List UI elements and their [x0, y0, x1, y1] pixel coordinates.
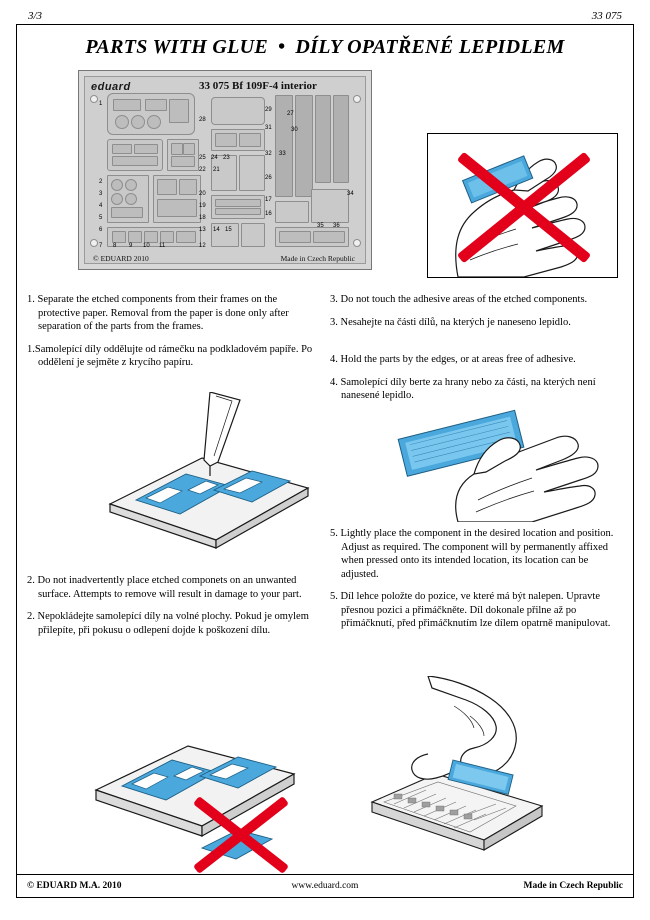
fret-part — [239, 155, 265, 191]
illustration-hold-by-edges — [366, 396, 616, 522]
fret-part — [112, 144, 132, 154]
fret-part — [125, 193, 137, 205]
title-czech: DÍLY OPATŘENÉ LEPIDLEM — [295, 36, 565, 58]
instruction-3-cz: 3. Nesahejte na části dílů, na kterých je naneseno lepidlo. — [330, 316, 571, 328]
fret-part — [215, 133, 237, 147]
fret-hole — [90, 239, 98, 247]
wrong-surface-drawing — [84, 712, 324, 862]
fret-part — [241, 223, 265, 247]
footer-divider — [17, 874, 633, 875]
fret-part — [112, 156, 158, 166]
instruction-1-en: 1. Separate the etched components from their frames on the protective paper. Removal from the paper is done only after separation of the parts from the frames. — [27, 294, 289, 332]
illustration-no-touch-adhesive — [427, 133, 618, 278]
fret-part — [176, 231, 196, 243]
fret-hole — [353, 239, 361, 247]
fret-hole — [90, 95, 98, 103]
fret-part — [313, 231, 345, 243]
fret-part — [147, 115, 161, 129]
footer-copyright: © EDUARD M.A. 2010 — [27, 881, 122, 891]
fret-part — [111, 193, 123, 205]
fret-part — [183, 143, 195, 155]
kit-number: 33 075 — [591, 10, 622, 22]
fret-part — [333, 95, 349, 183]
fret-part — [179, 179, 197, 195]
no-touch-adhesive-drawing — [428, 134, 617, 277]
illustration-tweezers-separating — [90, 392, 320, 552]
fret-caption: 33 075 Bf 109F-4 interior — [199, 80, 317, 92]
fret-part — [160, 231, 174, 243]
fret-part — [295, 95, 313, 197]
instruction-text-5 — [330, 527, 620, 631]
fret-part — [171, 143, 183, 155]
fret-part — [315, 95, 331, 183]
fret-part — [145, 99, 167, 111]
fret-hole — [353, 95, 361, 103]
instruction-5-cz: 5. Díl lehce položte do pozice, ve které má být nalepen. Upravte přesnou pozici a přimáčkněte. Díl dokonale přilne až po přimáčknutí, před přimáčknutím lze dílem opatrně manipulovat. — [330, 591, 611, 629]
fret-part — [239, 133, 261, 147]
fret-copyright: © EDUARD 2010 — [93, 254, 149, 263]
tweezers-drawing — [90, 392, 320, 552]
fret-part — [311, 189, 349, 223]
fret-part — [134, 144, 158, 154]
fret-part — [144, 231, 158, 243]
hold-by-edges-drawing — [366, 396, 616, 522]
title-english: PARTS WITH GLUE — [85, 36, 269, 58]
footer-made-in: Made in Czech Republic — [523, 881, 623, 891]
instruction-2-en: 2. Do not inadvertently place etched componets on an unwanted surface. Attempts to remove will result in damage to your part. — [27, 575, 302, 600]
fret-part — [211, 97, 265, 125]
fret-part — [125, 179, 137, 191]
fret-part — [128, 231, 142, 243]
fret-part — [169, 99, 189, 123]
illustration-placing-part — [366, 676, 620, 862]
instruction-4-cz: 4. Samolepící díly berte za hrany nebo za části, na kterých není nanesené lepidlo. — [330, 376, 596, 401]
instruction-3-en: 3. Do not touch the adhesive areas of the etched components. — [330, 294, 588, 305]
footer-website[interactable]: www.eduard.com — [291, 881, 359, 891]
fret-part — [111, 179, 123, 191]
fret-made-in: Made in Czech Republic — [280, 254, 355, 263]
fret-part — [113, 99, 141, 111]
fret-part — [275, 201, 309, 223]
instruction-5-en: 5. Lightly place the component in the desired location and position. Adjust as required. The component will by permanently affixed when pressed onto its intended location, its location can be adjusted. — [330, 528, 614, 580]
fret-part — [215, 199, 261, 207]
instruction-1-cz: 1.Samolepící díly oddělujte od rámečku na podkladovém papíře. Po oddělení je sejměte z krycího papíru. — [27, 343, 313, 368]
page-footer — [17, 879, 633, 897]
instruction-2-cz: 2. Nepokládejte samolepící díly na volné plochy. Pokud je omylem přilepíte, při pokusu o odlepení dojde k poškození dílu. — [27, 611, 309, 636]
fret-part — [157, 199, 197, 217]
instruction-4-en: 4. Hold the parts by the edges, or at areas free of adhesive. — [330, 354, 576, 365]
fret-part — [171, 156, 195, 167]
fret-part — [115, 115, 129, 129]
instruction-text-1 — [27, 293, 313, 370]
eduard-logo: eduard — [91, 81, 131, 93]
fret-part — [157, 179, 177, 195]
fret-part — [112, 231, 126, 243]
illustration-wrong-surface — [84, 712, 324, 862]
fret-part — [215, 208, 261, 215]
fret-part — [279, 231, 311, 243]
fret-part — [131, 115, 145, 129]
title-separator: • — [278, 36, 286, 58]
page-title — [0, 36, 650, 59]
instruction-text-2 — [27, 574, 313, 637]
photoetch-fret-photo: eduard 33 075 Bf 109F-4 interior © EDUARD 2010 Made in Czech Republic 1 28 29 31 27 30 32 33 25 24 23 22 21 26 20 19 18 17 16 13 14 15 35 36 12 7 8 9 10 11 2 3 4 5 6 34 — [78, 70, 372, 270]
placing-part-drawing — [366, 676, 620, 862]
page-number: 3/3 — [28, 10, 43, 22]
instruction-text-3 — [330, 293, 620, 329]
fret-part — [111, 207, 143, 218]
